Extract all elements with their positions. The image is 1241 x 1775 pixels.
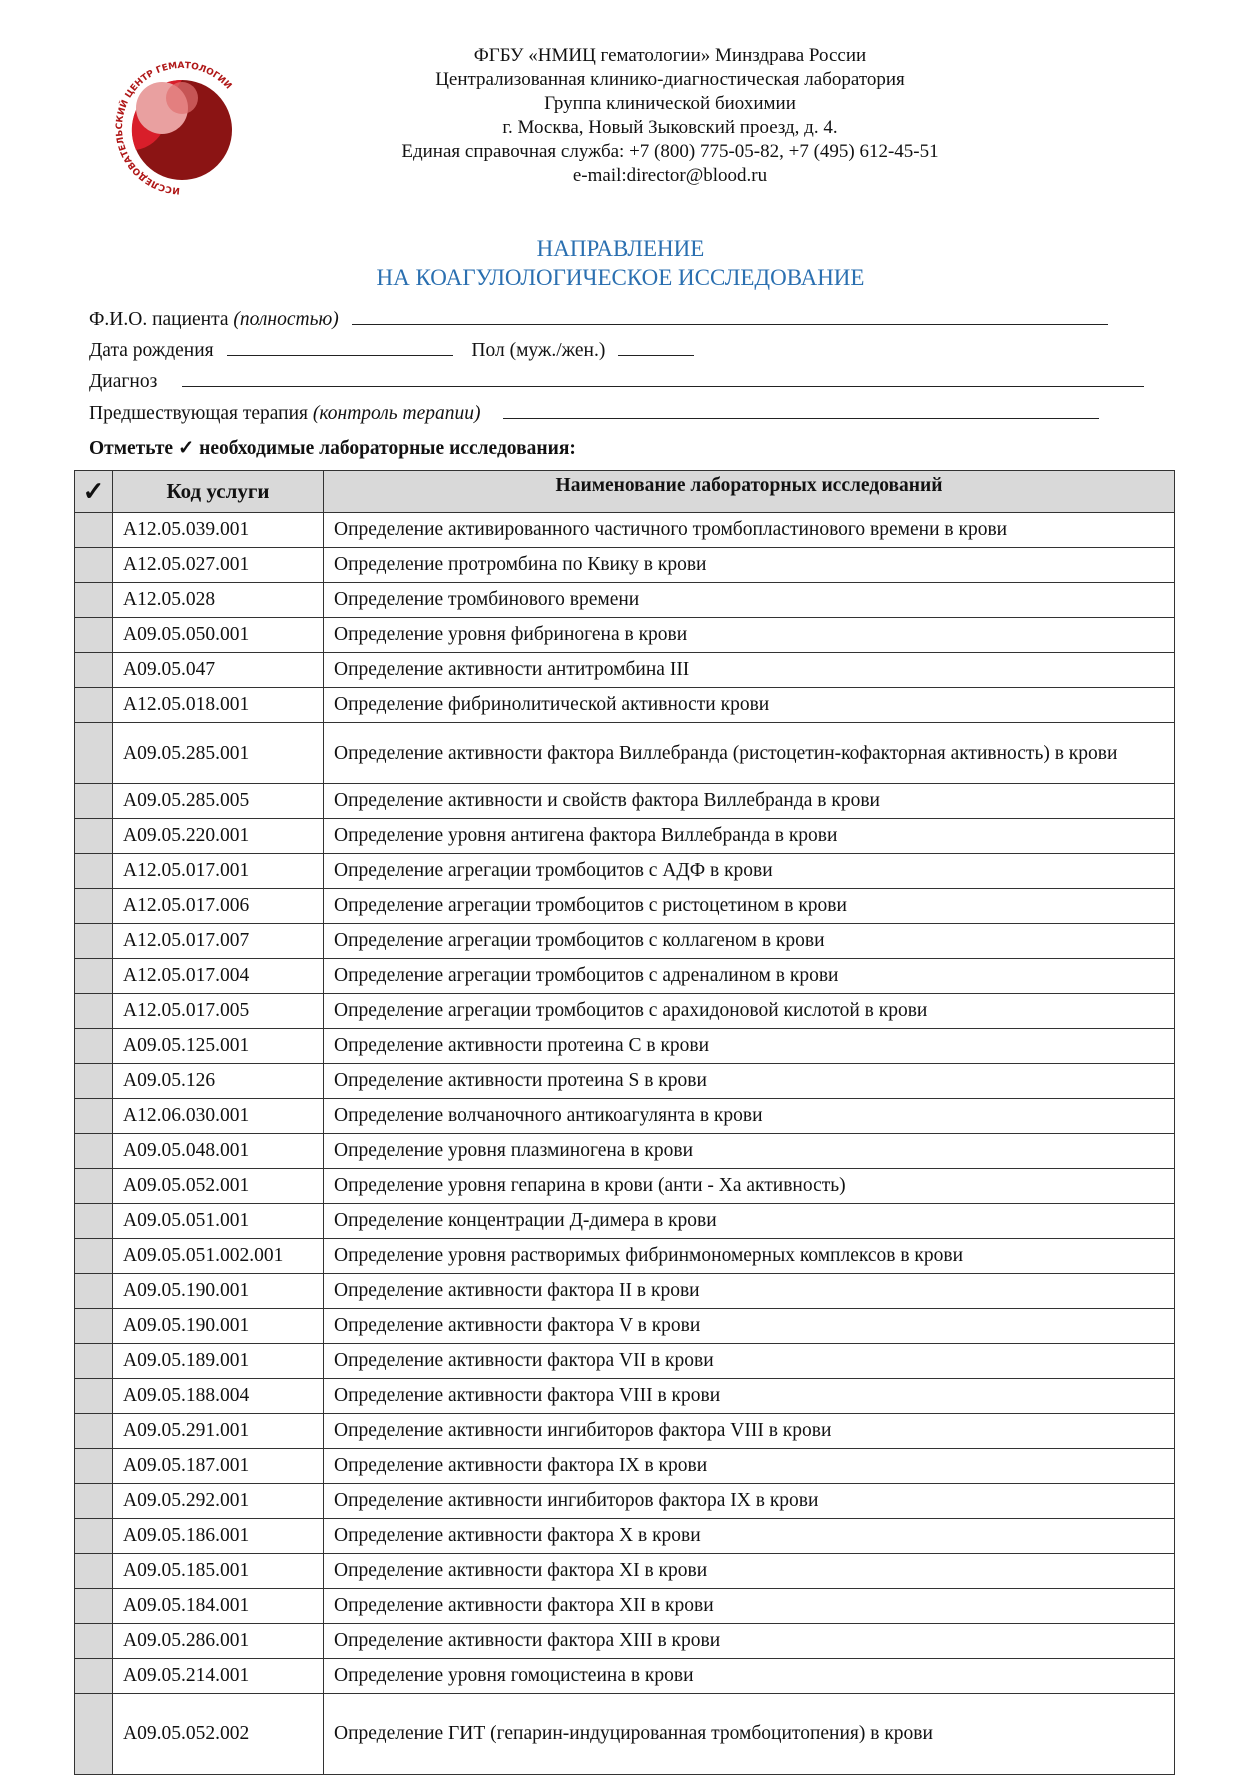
service-code: A09.05.285.001 xyxy=(113,723,324,784)
therapy-hint: (контроль терапии) xyxy=(312,403,481,424)
test-name: Определение агрегации тромбоцитов с ристоцетином в крови xyxy=(324,889,1175,924)
table-row xyxy=(75,1204,1175,1239)
test-name: Определение активности фактора V в крови xyxy=(324,1309,1175,1344)
therapy-label: Предшествующая терапия xyxy=(89,403,309,424)
test-name: Определение активности ингибиторов фактора VIII в крови xyxy=(324,1414,1175,1449)
test-name: Определение активности протеина С в крови xyxy=(324,1029,1175,1064)
table-row xyxy=(75,1484,1175,1519)
test-name: Определение активности антитромбина III xyxy=(324,653,1175,688)
svg-text:ИССЛЕДОВАТЕЛЬСКИЙ ЦЕНТР ГЕМАТО: ИССЛЕДОВАТЕЛЬСКИЙ ЦЕНТР ГЕМАТОЛОГИИ xyxy=(114,60,234,196)
service-code: A12.05.017.001 xyxy=(113,854,324,889)
select-checkbox-cell[interactable] xyxy=(75,1134,113,1169)
test-name: Определение агрегации тромбоцитов с арахидоновой кислотой в крови xyxy=(324,994,1175,1029)
test-name: Определение уровня фибриногена в крови xyxy=(324,618,1175,653)
test-name: Определение концентрации Д-димера в крови xyxy=(324,1204,1175,1239)
table-row xyxy=(75,1169,1175,1204)
service-code: A12.05.039.001 xyxy=(113,513,324,548)
test-name: Определение уровня гомоцистеина в крови xyxy=(324,1659,1175,1694)
test-name: Определение уровня плазминогена в крови xyxy=(324,1134,1175,1169)
select-checkbox-cell[interactable] xyxy=(75,1309,113,1344)
fio-field[interactable] xyxy=(352,306,1108,325)
select-checkbox-cell[interactable] xyxy=(75,1519,113,1554)
select-checkbox-cell[interactable] xyxy=(75,583,113,618)
header-line: Группа клинической биохимии xyxy=(544,93,796,114)
test-name: Определение активности и свойств фактора Виллебранда в крови xyxy=(324,784,1175,819)
select-checkbox-cell[interactable] xyxy=(75,1274,113,1309)
test-name: Определение агрегации тромбоцитов с АДФ в крови xyxy=(324,854,1175,889)
title-line: НАПРАВЛЕНИЕ xyxy=(536,236,705,261)
table-row xyxy=(75,1134,1175,1169)
service-code: A09.05.220.001 xyxy=(113,819,324,854)
select-checkbox-cell[interactable] xyxy=(75,1694,113,1775)
select-checkbox-cell[interactable] xyxy=(75,994,113,1029)
service-code: A09.05.184.001 xyxy=(113,1589,324,1624)
service-code: A09.05.186.001 xyxy=(113,1519,324,1554)
test-name: Определение агрегации тромбоцитов с коллагеном в крови xyxy=(324,924,1175,959)
header-line: Единая справочная служба: +7 (800) 775-05-82, +7 (495) 612-45-51 xyxy=(401,141,939,162)
table-row xyxy=(75,1554,1175,1589)
table-row xyxy=(75,1414,1175,1449)
table-row xyxy=(75,653,1175,688)
test-name: Определение активности фактора II в крови xyxy=(324,1274,1175,1309)
service-code: A09.05.214.001 xyxy=(113,1659,324,1694)
table-header-row xyxy=(75,471,1175,513)
table-row xyxy=(75,1064,1175,1099)
select-checkbox-cell[interactable] xyxy=(75,513,113,548)
select-checkbox-cell[interactable] xyxy=(75,924,113,959)
service-code: A12.05.017.006 xyxy=(113,889,324,924)
table-row xyxy=(75,889,1175,924)
service-code: A09.05.190.001 xyxy=(113,1309,324,1344)
table-row xyxy=(75,854,1175,889)
select-checkbox-cell[interactable] xyxy=(75,653,113,688)
test-name: Определение активированного частичного тромбопластинового времени в крови xyxy=(324,513,1175,548)
fio-hint: (полностью) xyxy=(233,309,339,330)
table-row xyxy=(75,959,1175,994)
test-name: Определение волчаночного антикоагулянта в крови xyxy=(324,1099,1175,1134)
diagnosis-row xyxy=(89,368,1144,393)
header-line: г. Москва, Новый Зыковский проезд, д. 4. xyxy=(502,117,838,138)
test-name: Определение активности фактора X в крови xyxy=(324,1519,1175,1554)
table-row xyxy=(75,1624,1175,1659)
header-line: e-mail:director@blood.ru xyxy=(572,165,768,186)
test-name: Определение уровня гепарина в крови (анти - Ха активность) xyxy=(324,1169,1175,1204)
table-row xyxy=(75,1029,1175,1064)
table-row xyxy=(75,723,1175,784)
select-checkbox-cell[interactable] xyxy=(75,1449,113,1484)
service-code: A12.05.017.004 xyxy=(113,959,324,994)
service-code: A12.06.030.001 xyxy=(113,1099,324,1134)
service-code: A12.05.027.001 xyxy=(113,548,324,583)
select-checkbox-cell[interactable] xyxy=(75,889,113,924)
name-column-header: Наименование лабораторных исследований xyxy=(324,471,1175,513)
table-row xyxy=(75,618,1175,653)
service-code: A09.05.051.001 xyxy=(113,1204,324,1239)
service-code: A12.05.028 xyxy=(113,583,324,618)
table-row xyxy=(75,1344,1175,1379)
table-row xyxy=(75,819,1175,854)
select-checkbox-cell[interactable] xyxy=(75,1554,113,1589)
service-code: A09.05.190.001 xyxy=(113,1274,324,1309)
service-code: A09.05.052.002 xyxy=(113,1694,324,1775)
select-checkbox-cell[interactable] xyxy=(75,548,113,583)
check-column-header: ✓ xyxy=(75,471,113,513)
select-checkbox-cell[interactable] xyxy=(75,1064,113,1099)
table-row xyxy=(75,1519,1175,1554)
service-code: A09.05.188.004 xyxy=(113,1379,324,1414)
table-row xyxy=(75,784,1175,819)
test-name: Определение активности ингибиторов фактора IX в крови xyxy=(324,1484,1175,1519)
select-checkbox-cell[interactable] xyxy=(75,784,113,819)
select-checkbox-cell[interactable] xyxy=(75,1204,113,1239)
select-checkbox-cell[interactable] xyxy=(75,723,113,784)
table-row xyxy=(75,1589,1175,1624)
table-row xyxy=(75,688,1175,723)
table-row xyxy=(75,994,1175,1029)
table-row xyxy=(75,1239,1175,1274)
table-row xyxy=(75,1449,1175,1484)
hematology-center-logo xyxy=(110,58,250,198)
sex-label: Пол (муж./жен.) xyxy=(471,340,606,361)
test-name: Определение активности фактора IX в крови xyxy=(324,1449,1175,1484)
therapy-row xyxy=(89,400,1099,425)
test-name: Определение уровня растворимых фибринмономерных комплексов в крови xyxy=(324,1239,1175,1274)
therapy-field[interactable] xyxy=(503,400,1099,419)
select-checkbox-cell[interactable] xyxy=(75,1239,113,1274)
test-name: Определение протромбина по Квику в крови xyxy=(324,548,1175,583)
service-code: A12.05.018.001 xyxy=(113,688,324,723)
select-checkbox-cell[interactable] xyxy=(75,1659,113,1694)
table-row xyxy=(75,1099,1175,1134)
test-name: Определение фибринолитической активности крови xyxy=(324,688,1175,723)
select-checkbox-cell[interactable] xyxy=(75,1624,113,1659)
service-code: A09.05.052.001 xyxy=(113,1169,324,1204)
test-name: Определение тромбинового времени xyxy=(324,583,1175,618)
service-code: A09.05.286.001 xyxy=(113,1624,324,1659)
select-checkbox-cell[interactable] xyxy=(75,1484,113,1519)
table-row xyxy=(75,1274,1175,1309)
fio-label: Ф.И.О. пациента xyxy=(89,309,229,330)
service-code: A09.05.189.001 xyxy=(113,1344,324,1379)
test-name: Определение активности фактора XII в крови xyxy=(324,1589,1175,1624)
service-code: A09.05.291.001 xyxy=(113,1414,324,1449)
title-line: НА КОАГУЛОЛОГИЧЕСКОЕ ИССЛЕДОВАНИЕ xyxy=(376,265,865,290)
fio-row xyxy=(89,306,1108,331)
service-code: A09.05.125.001 xyxy=(113,1029,324,1064)
instruction-note: Отметьте ✓ необходимые лабораторные исследования: xyxy=(89,438,576,459)
header-line: ФГБУ «НМИЦ гематологии» Минздрава России xyxy=(473,45,867,66)
institution-header xyxy=(340,44,1000,188)
select-checkbox-cell[interactable] xyxy=(75,1344,113,1379)
service-code: A09.05.051.002.001 xyxy=(113,1239,324,1274)
select-checkbox-cell[interactable] xyxy=(75,1414,113,1449)
dob-label: Дата рождения xyxy=(89,340,214,361)
service-code: A09.05.050.001 xyxy=(113,618,324,653)
table-row xyxy=(75,583,1175,618)
test-name: Определение активности фактора XIII в крови xyxy=(324,1624,1175,1659)
test-name: Определение активности фактора VII в крови xyxy=(324,1344,1175,1379)
service-code: A12.05.017.007 xyxy=(113,924,324,959)
select-checkbox-cell[interactable] xyxy=(75,1099,113,1134)
table-row xyxy=(75,1694,1175,1775)
dob-row xyxy=(89,337,694,362)
diagnosis-label: Диагноз xyxy=(89,371,158,392)
test-name: Определение ГИТ (гепарин-индуцированная тромбоцитопения) в крови xyxy=(324,1694,1175,1775)
table-row xyxy=(75,548,1175,583)
select-checkbox-cell[interactable] xyxy=(75,618,113,653)
select-checkbox-cell[interactable] xyxy=(75,1169,113,1204)
table-row xyxy=(75,1309,1175,1344)
service-code: A09.05.292.001 xyxy=(113,1484,324,1519)
sex-field[interactable] xyxy=(618,337,694,356)
select-checkbox-cell[interactable] xyxy=(75,1589,113,1624)
select-checkbox-cell[interactable] xyxy=(75,1379,113,1414)
document-title xyxy=(0,234,1241,292)
tests-table xyxy=(74,470,1175,1775)
test-name: Определение уровня антигена фактора Виллебранда в крови xyxy=(324,819,1175,854)
table-row xyxy=(75,513,1175,548)
test-name: Определение активности фактора XI в крови xyxy=(324,1554,1175,1589)
table-row xyxy=(75,1659,1175,1694)
diagnosis-field[interactable] xyxy=(182,368,1144,387)
select-checkbox-cell[interactable] xyxy=(75,854,113,889)
select-checkbox-cell[interactable] xyxy=(75,819,113,854)
service-code: A09.05.048.001 xyxy=(113,1134,324,1169)
test-name: Определение активности фактора VIII в крови xyxy=(324,1379,1175,1414)
header-line: Централизованная клинико-диагностическая лаборатория xyxy=(435,69,905,90)
table-row xyxy=(75,924,1175,959)
service-code: A12.05.017.005 xyxy=(113,994,324,1029)
test-name: Определение агрегации тромбоцитов с адреналином в крови xyxy=(324,959,1175,994)
dob-field[interactable] xyxy=(227,337,453,356)
test-name: Определение активности протеина S в крови xyxy=(324,1064,1175,1099)
select-checkbox-cell[interactable] xyxy=(75,688,113,723)
service-code: A09.05.126 xyxy=(113,1064,324,1099)
code-column-header: Код услуги xyxy=(113,471,324,513)
table-row xyxy=(75,1379,1175,1414)
test-name: Определение активности фактора Виллебранда (ристоцетин-кофакторная активность) в крови xyxy=(324,723,1175,784)
service-code: A09.05.185.001 xyxy=(113,1554,324,1589)
service-code: A09.05.187.001 xyxy=(113,1449,324,1484)
service-code: A09.05.285.005 xyxy=(113,784,324,819)
select-checkbox-cell[interactable] xyxy=(75,1029,113,1064)
select-checkbox-cell[interactable] xyxy=(75,959,113,994)
service-code: A09.05.047 xyxy=(113,653,324,688)
